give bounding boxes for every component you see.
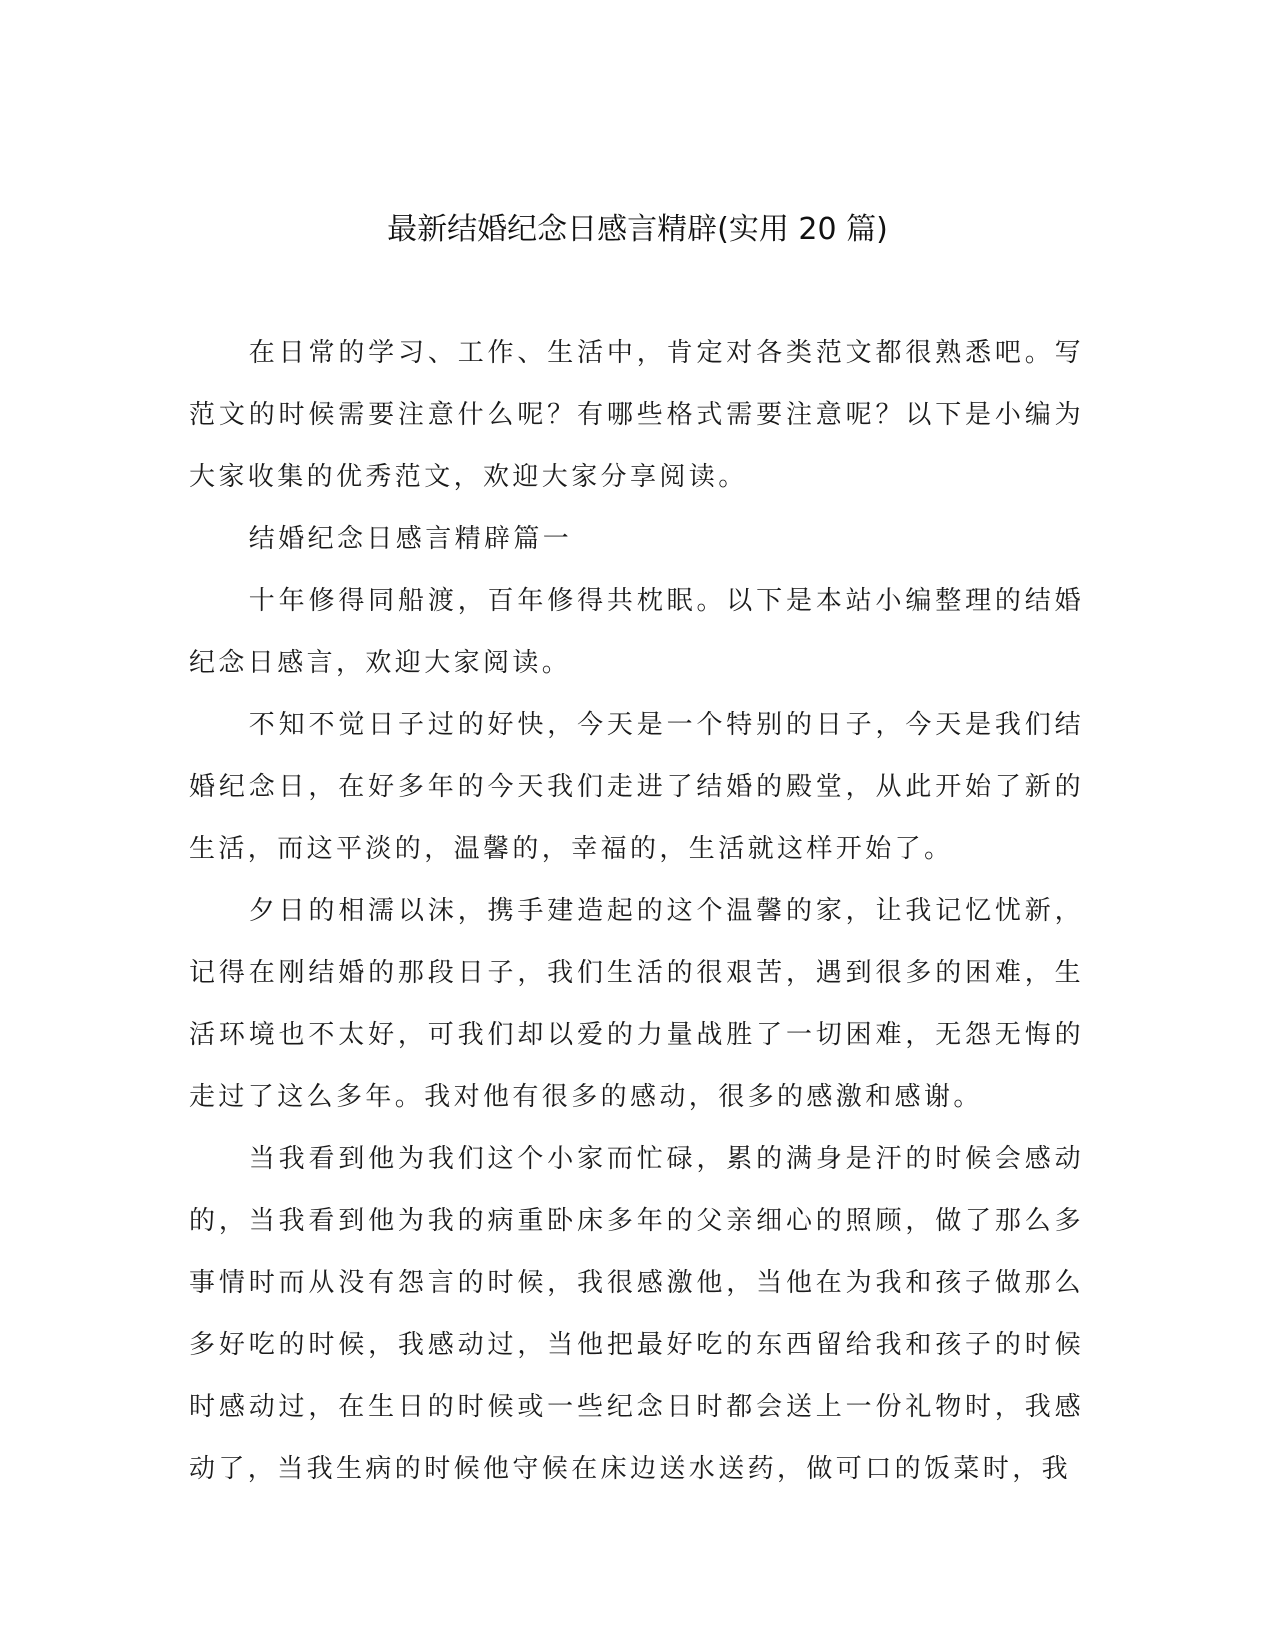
- document-title: 最新结婚纪念日感言精辟(实用 20 篇): [387, 212, 888, 247]
- intro-paragraph: 在日常的学习、工作、生活中，肯定对各类范文都很熟悉吧。写范文的时候需要注意什么呢？有哪些格式需要注意呢？以下是小编为大家收集的优秀范文，欢迎大家分享阅读。: [189, 338, 1084, 492]
- section-heading: 结婚纪念日感言精辟篇一: [248, 524, 573, 554]
- body-paragraph: 不知不觉日子过的好快，今天是一个特别的日子，今天是我们结婚纪念日，在好多年的今天我们走进了结婚的殿堂，从此开始了新的生活，而这平淡的，温馨的，幸福的，生活就这样开始了。: [189, 710, 1084, 864]
- body-paragraph: 当我看到他为我们这个小家而忙碌，累的满身是汗的时候会感动的，当我看到他为我的病重卧床多年的父亲细心的照顾，做了那么多事情时而从没有怨言的时候，我很感激他，当他在为我和孩子做那么多好吃的时候，我感动过，当他把最好吃的东西留给我和孩子的时候时感动过，在生日的时候或一些纪念日时都会送上一份礼物时，我感动了，当我生病的时候他守候在床边送水送药，做可口的饭菜时，我: [189, 1144, 1084, 1484]
- body-paragraph: 夕日的相濡以沫，携手建造起的这个温馨的家，让我记忆忧新，记得在刚结婚的那段日子，我们生活的很艰苦，遇到很多的困难，生活环境也不太好，可我们却以爱的力量战胜了一切困难，无怨无悔的走过了这么多年。我对他有很多的感动，很多的感激和感谢。: [189, 896, 1084, 1112]
- document-body: [189, 322, 1084, 1500]
- body-paragraph: 十年修得同船渡，百年修得共枕眠。以下是本站小编整理的结婚纪念日感言，欢迎大家阅读。: [189, 586, 1084, 678]
